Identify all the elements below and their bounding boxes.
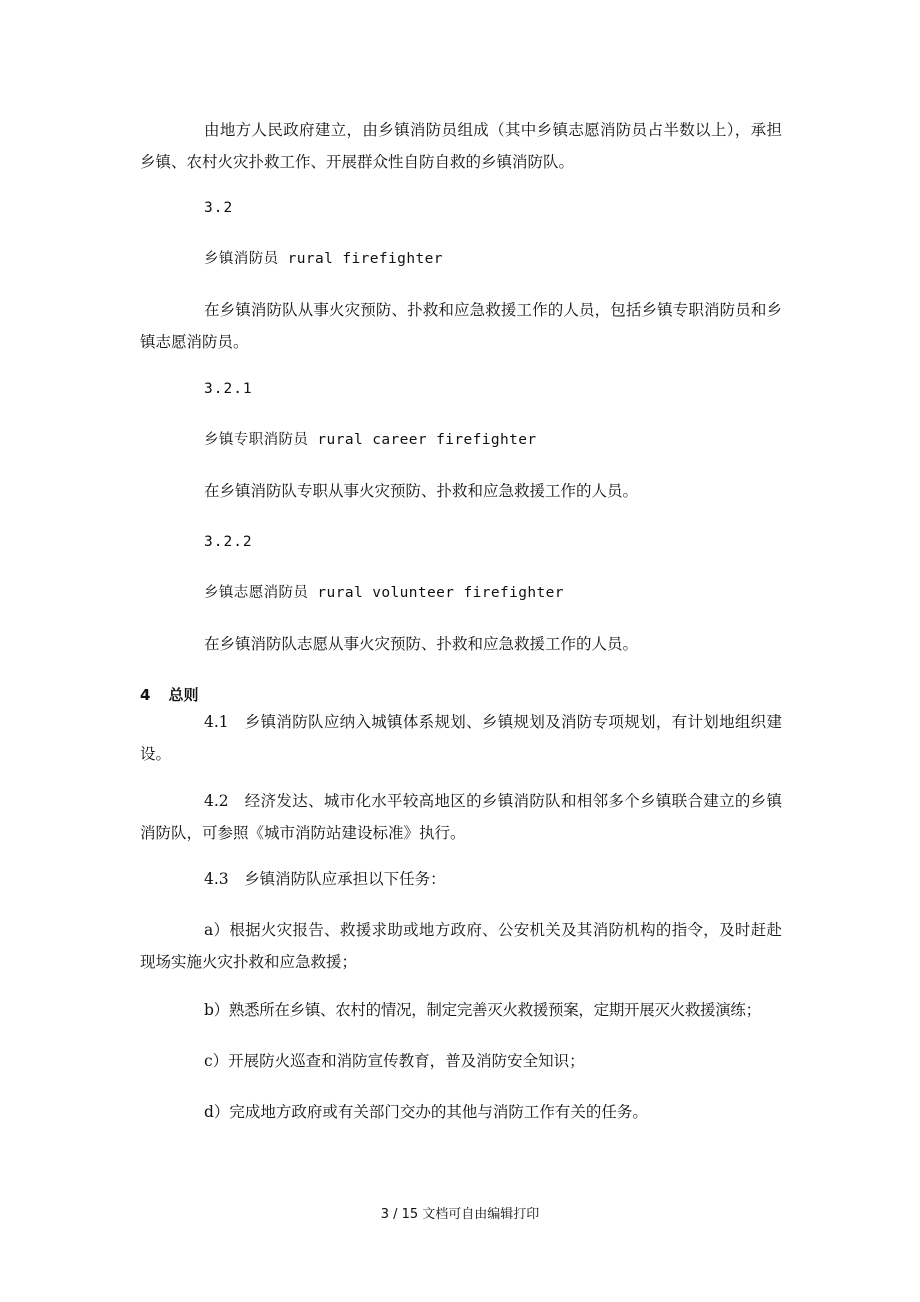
section-number: 4 (140, 686, 151, 704)
clause-4-2: 4.2 经济发达、城市化水平较高地区的乡镇消防队和相邻多个乡镇联合建立的乡镇消防队，可参照《城市消防站建设标准》执行。 (140, 792, 782, 842)
clause-4-1: 4.1 乡镇消防队应纳入城镇体系规划、乡镇规划及消防专项规划，有计划地组织建设。 (140, 713, 782, 763)
task-item-c: c）开展防火巡查和消防宣传教育，普及消防安全知识； (204, 1052, 585, 1070)
page-footer: 3 / 15 文档可自由编辑打印 (380, 1207, 540, 1222)
definition-rural-volunteer-firefighter: 在乡镇消防队志愿从事火灾预防、扑救和应急救援工作的人员。 (204, 635, 639, 653)
clause-number-3-2-1: 3.2.1 (204, 381, 253, 397)
clause-4-3: 4.3 乡镇消防队应承担以下任务： (204, 870, 446, 888)
task-item-b: b）熟悉所在乡镇、农村的情况，制定完善灭火救援预案，定期开展灭火救援演练； (204, 1001, 761, 1019)
section-heading-4 (140, 684, 198, 705)
definition-paragraph-rural-fire-team: 由地方人民政府建立，由乡镇消防员组成（其中乡镇志愿消防员占半数以上），承担乡镇、农村火灾扑救工作、开展群众性自防自救的乡镇消防队。 (140, 121, 782, 171)
term-rural-volunteer-firefighter: 乡镇志愿消防员 rural volunteer firefighter (204, 585, 564, 601)
clause-number-3-2-2: 3.2.2 (204, 534, 253, 550)
task-item-a: a）根据火灾报告、救援求助或地方政府、公安机关及其消防机构的指令，及时赶赴现场实施火灾扑救和应急救援； (140, 921, 782, 971)
term-rural-career-firefighter: 乡镇专职消防员 rural career firefighter (204, 432, 537, 448)
definition-rural-career-firefighter: 在乡镇消防队专职从事火灾预防、扑救和应急救援工作的人员。 (204, 482, 639, 500)
term-rural-firefighter: 乡镇消防员 rural firefighter (204, 251, 443, 267)
definition-rural-firefighter: 在乡镇消防队从事火灾预防、扑救和应急救援工作的人员，包括乡镇专职消防员和乡镇志愿消防员。 (140, 301, 782, 351)
clause-number-3-2: 3.2 (204, 200, 234, 216)
task-item-d: d）完成地方政府或有关部门交办的其他与消防工作有关的任务。 (204, 1103, 648, 1121)
section-title: 总则 (168, 686, 199, 704)
